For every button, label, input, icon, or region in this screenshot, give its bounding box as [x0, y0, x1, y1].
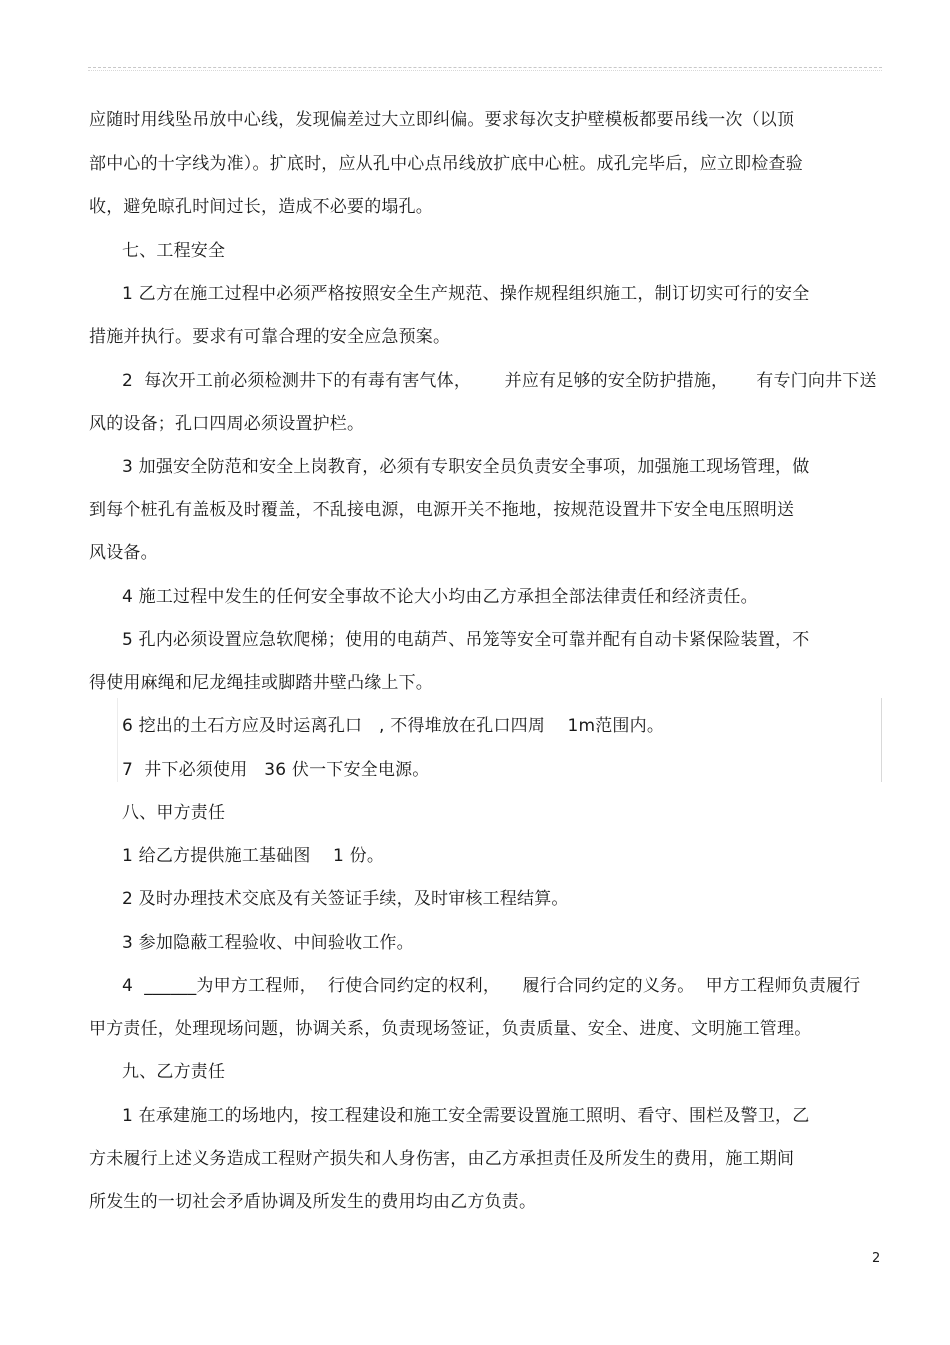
paragraph-line: 4 施工过程中发生的任何安全事故不论大小均由乙方承担全部法律责任和经济责任。 — [122, 587, 758, 607]
section-heading-nine: 九、乙方责任 — [122, 1062, 226, 1082]
paragraph-line: 2 每次开工前必须检测井下的有毒有害气体， 并应有足够的安全防护措施， 有专门向井下送 — [122, 371, 877, 391]
section-heading-eight: 八、甲方责任 — [122, 803, 226, 823]
paragraph-line: 3 加强安全防范和安全上岗教育，必须有专职安全员负责安全事项，加强施工现场管理，做 — [122, 457, 810, 477]
paragraph-line: 1 在承建施工的场地内，按工程建设和施工安全需要设置施工照明、看守、围栏及警卫，乙 — [122, 1106, 810, 1126]
paragraph-line: 5 孔内必须设置应急软爬梯；使用的电葫芦、吊笼等安全可靠并配有自动卡紧保险装置，不 — [122, 630, 810, 650]
paragraph-line: 6 挖出的土石方应及时运离孔口 , 不得堆放在孔口四周 1m范围内。 — [122, 716, 665, 736]
page-number: 2 — [872, 1251, 881, 1266]
table-border-right — [881, 698, 882, 782]
paragraph-line: 措施并执行。要求有可靠合理的安全应急预案。 — [89, 327, 451, 347]
paragraph-line: 得使用麻绳和尼龙绳挂或脚踏井壁凸缘上下。 — [89, 673, 433, 693]
paragraph-line: 风设备。 — [89, 543, 158, 563]
paragraph-line: 2 及时办理技术交底及有关签证手续，及时审核工程结算。 — [122, 889, 569, 909]
paragraph-line: 风的设备；孔口四周必须设置护栏。 — [89, 414, 365, 434]
header-rule-secondary — [88, 70, 882, 71]
paragraph-line: 甲方责任，处理现场问题，协调关系，负责现场签证，负责质量、安全、进度、文明施工管理。 — [89, 1019, 812, 1039]
paragraph-line: 7 井下必须使用 36 伏一下安全电源。 — [122, 760, 430, 780]
paragraph-line: 4 ______为甲方工程师， 行使合同约定的权利， 履行合同约定的义务。 甲方工程师负责履行 — [122, 976, 861, 996]
paragraph-line: 部中心的十字线为准）。扩底时，应从孔中心点吊线放扩底中心桩。成孔完毕后，应立即检查验 — [89, 154, 803, 174]
paragraph-line: 3 参加隐蔽工程验收、中间验收工作。 — [122, 933, 414, 953]
table-border-left — [117, 698, 118, 782]
paragraph-line: 应随时用线坠吊放中心线，发现偏差过大立即纠偏。要求每次支护壁模板都要吊线一次（以顶 — [89, 110, 795, 130]
header-rule — [88, 67, 882, 68]
paragraph-line: 1 给乙方提供施工基础图 1 份。 — [122, 846, 385, 866]
paragraph-line: 收，避免晾孔时间过长，造成不必要的塌孔。 — [89, 197, 433, 217]
section-heading-seven: 七、工程安全 — [122, 241, 226, 261]
paragraph-line: 所发生的一切社会矛盾协调及所发生的费用均由乙方负责。 — [89, 1192, 537, 1212]
paragraph-line: 方未履行上述义务造成工程财产损失和人身伤害，由乙方承担责任及所发生的费用，施工期间 — [89, 1149, 795, 1169]
paragraph-line: 到每个桩孔有盖板及时覆盖，不乱接电源，电源开关不拖地，按规范设置井下安全电压照明送 — [89, 500, 795, 520]
paragraph-line: 1 乙方在施工过程中必须严格按照安全生产规范、操作规程组织施工，制订切实可行的安全 — [122, 284, 810, 304]
